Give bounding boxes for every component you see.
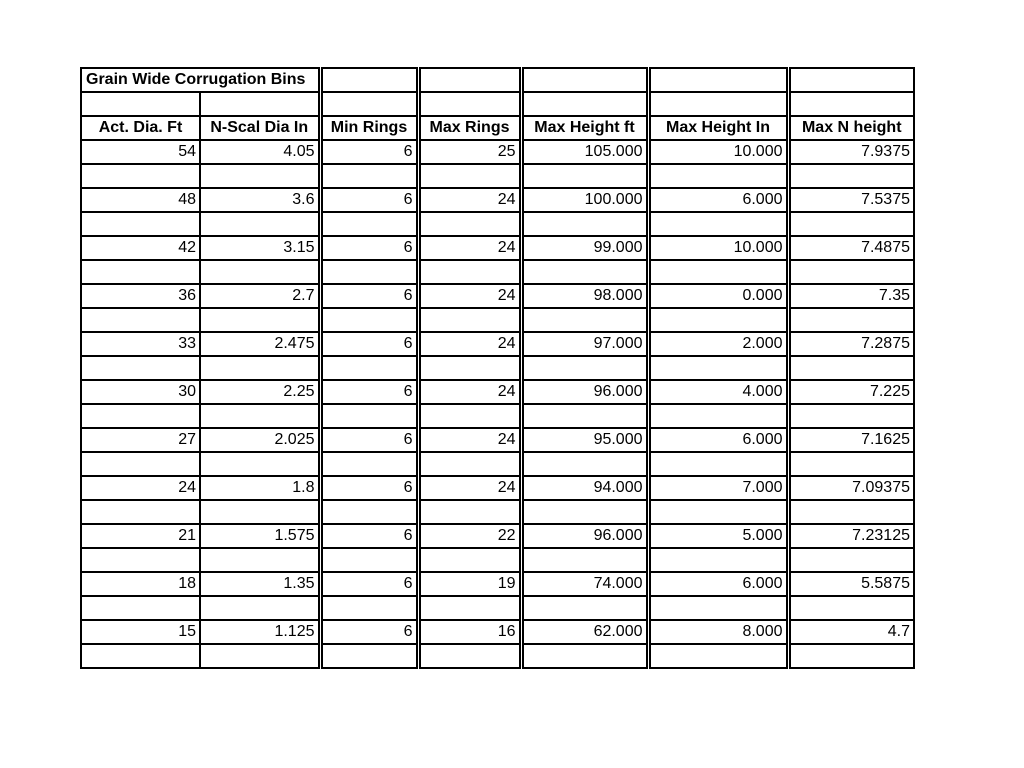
empty-cell [320, 404, 418, 428]
cell-max-height-ft: 96.000 [521, 380, 648, 404]
spacer-row [81, 596, 914, 620]
cell-max-height-in: 6.000 [648, 572, 788, 596]
table-row [81, 476, 914, 500]
cell-act-dia-ft: 36 [81, 284, 200, 308]
cell-min-rings: 6 [320, 332, 418, 356]
empty-cell [418, 644, 521, 668]
empty-cell [418, 404, 521, 428]
cell-max-height-in: 0.000 [648, 284, 788, 308]
header-n-scal-dia-in: N-Scal Dia In [200, 116, 320, 140]
cell-n-scal-dia-in: 3.6 [200, 188, 320, 212]
empty-cell [81, 452, 200, 476]
empty-cell [418, 596, 521, 620]
cell-n-scal-dia-in: 1.35 [200, 572, 320, 596]
cell-act-dia-ft: 18 [81, 572, 200, 596]
spacer-row [81, 644, 914, 668]
cell-max-rings: 24 [418, 332, 521, 356]
empty-cell [320, 212, 418, 236]
empty-cell [200, 404, 320, 428]
empty-cell [418, 164, 521, 188]
empty-cell [648, 500, 788, 524]
cell-max-rings: 24 [418, 188, 521, 212]
cell-max-n-height: 5.5875 [788, 572, 914, 596]
cell-n-scal-dia-in: 3.15 [200, 236, 320, 260]
grain-bins-table [80, 67, 915, 669]
cell-act-dia-ft: 54 [81, 140, 200, 164]
cell-min-rings: 6 [320, 140, 418, 164]
empty-cell [81, 644, 200, 668]
spacer-row [81, 404, 914, 428]
cell-max-height-in: 7.000 [648, 476, 788, 500]
cell-n-scal-dia-in: 1.575 [200, 524, 320, 548]
empty-cell [788, 548, 914, 572]
empty-cell [81, 164, 200, 188]
empty-cell [200, 260, 320, 284]
cell-n-scal-dia-in: 4.05 [200, 140, 320, 164]
cell-act-dia-ft: 27 [81, 428, 200, 452]
empty-cell [521, 644, 648, 668]
empty-cell [788, 356, 914, 380]
empty-cell [418, 212, 521, 236]
empty-cell [418, 500, 521, 524]
cell-min-rings: 6 [320, 476, 418, 500]
empty-cell [521, 404, 648, 428]
cell-act-dia-ft: 48 [81, 188, 200, 212]
spacer-row [81, 212, 914, 236]
cell-max-n-height: 7.5375 [788, 188, 914, 212]
empty-cell [648, 260, 788, 284]
empty-cell [521, 308, 648, 332]
empty-cell [320, 68, 418, 92]
empty-cell [81, 356, 200, 380]
cell-max-height-ft: 96.000 [521, 524, 648, 548]
cell-max-height-ft: 95.000 [521, 428, 648, 452]
empty-cell [648, 596, 788, 620]
cell-max-n-height: 7.23125 [788, 524, 914, 548]
empty-cell [788, 596, 914, 620]
cell-act-dia-ft: 21 [81, 524, 200, 548]
empty-cell [788, 500, 914, 524]
cell-max-n-height: 7.2875 [788, 332, 914, 356]
empty-cell [418, 68, 521, 92]
cell-max-height-ft: 97.000 [521, 332, 648, 356]
empty-cell [200, 596, 320, 620]
table-row [81, 236, 914, 260]
empty-cell [648, 356, 788, 380]
empty-cell [320, 260, 418, 284]
empty-cell [81, 260, 200, 284]
empty-cell [788, 404, 914, 428]
cell-max-rings: 16 [418, 620, 521, 644]
header-max-height-ft: Max Height ft [521, 116, 648, 140]
cell-max-n-height: 4.7 [788, 620, 914, 644]
empty-cell [648, 404, 788, 428]
cell-max-height-ft: 99.000 [521, 236, 648, 260]
cell-max-n-height: 7.4875 [788, 236, 914, 260]
empty-cell [81, 212, 200, 236]
cell-act-dia-ft: 15 [81, 620, 200, 644]
empty-cell [521, 548, 648, 572]
empty-cell [418, 548, 521, 572]
cell-max-rings: 24 [418, 236, 521, 260]
cell-n-scal-dia-in: 2.7 [200, 284, 320, 308]
cell-min-rings: 6 [320, 284, 418, 308]
header-max-height-in: Max Height In [648, 116, 788, 140]
table-row [81, 332, 914, 356]
empty-cell [200, 356, 320, 380]
empty-cell [788, 164, 914, 188]
spacer-row [81, 308, 914, 332]
cell-max-height-ft: 62.000 [521, 620, 648, 644]
cell-act-dia-ft: 33 [81, 332, 200, 356]
cell-max-n-height: 7.225 [788, 380, 914, 404]
cell-max-height-in: 6.000 [648, 428, 788, 452]
table-row [81, 572, 914, 596]
empty-cell [648, 548, 788, 572]
cell-max-rings: 19 [418, 572, 521, 596]
cell-act-dia-ft: 30 [81, 380, 200, 404]
empty-cell [320, 452, 418, 476]
spacer-row [81, 260, 914, 284]
empty-cell [320, 644, 418, 668]
cell-max-height-ft: 74.000 [521, 572, 648, 596]
empty-cell [81, 596, 200, 620]
empty-cell [81, 404, 200, 428]
table-row [81, 140, 914, 164]
header-max-n-height: Max N height [788, 116, 914, 140]
header-max-rings: Max Rings [418, 116, 521, 140]
cell-max-rings: 24 [418, 284, 521, 308]
empty-cell [788, 260, 914, 284]
empty-cell [788, 644, 914, 668]
cell-act-dia-ft: 42 [81, 236, 200, 260]
empty-cell [648, 452, 788, 476]
cell-max-n-height: 7.9375 [788, 140, 914, 164]
cell-act-dia-ft: 24 [81, 476, 200, 500]
cell-max-rings: 24 [418, 476, 521, 500]
empty-cell [648, 164, 788, 188]
empty-cell [521, 596, 648, 620]
table-title: Grain Wide Corrugation Bins [81, 68, 320, 92]
empty-cell [521, 452, 648, 476]
table-row [81, 428, 914, 452]
table-row [81, 380, 914, 404]
empty-cell [200, 452, 320, 476]
cell-n-scal-dia-in: 2.475 [200, 332, 320, 356]
header-min-rings: Min Rings [320, 116, 418, 140]
cell-max-height-in: 8.000 [648, 620, 788, 644]
spacer-row [81, 164, 914, 188]
cell-min-rings: 6 [320, 188, 418, 212]
cell-max-height-ft: 105.000 [521, 140, 648, 164]
spacer-row [81, 92, 914, 116]
cell-max-rings: 22 [418, 524, 521, 548]
cell-n-scal-dia-in: 2.25 [200, 380, 320, 404]
cell-n-scal-dia-in: 2.025 [200, 428, 320, 452]
cell-min-rings: 6 [320, 620, 418, 644]
cell-max-height-in: 10.000 [648, 236, 788, 260]
empty-cell [200, 548, 320, 572]
cell-min-rings: 6 [320, 236, 418, 260]
empty-cell [320, 356, 418, 380]
empty-cell [320, 308, 418, 332]
empty-cell [320, 164, 418, 188]
spacer-row [81, 356, 914, 380]
cell-min-rings: 6 [320, 380, 418, 404]
empty-cell [200, 644, 320, 668]
cell-max-height-ft: 100.000 [521, 188, 648, 212]
cell-min-rings: 6 [320, 428, 418, 452]
cell-max-n-height: 7.35 [788, 284, 914, 308]
table-row [81, 524, 914, 548]
cell-max-height-in: 4.000 [648, 380, 788, 404]
cell-max-height-in: 10.000 [648, 140, 788, 164]
empty-cell [200, 164, 320, 188]
table-row [81, 620, 914, 644]
cell-min-rings: 6 [320, 572, 418, 596]
header-act-dia-ft: Act. Dia. Ft [81, 116, 200, 140]
cell-min-rings: 6 [320, 524, 418, 548]
cell-max-rings: 25 [418, 140, 521, 164]
cell-max-n-height: 7.1625 [788, 428, 914, 452]
spacer-row [81, 452, 914, 476]
empty-cell [521, 356, 648, 380]
cell-max-height-in: 2.000 [648, 332, 788, 356]
empty-cell [788, 308, 914, 332]
spacer-row [81, 500, 914, 524]
empty-cell [648, 68, 788, 92]
spacer-row [81, 548, 914, 572]
empty-cell [648, 308, 788, 332]
empty-cell [648, 644, 788, 668]
cell-max-height-ft: 94.000 [521, 476, 648, 500]
empty-cell [418, 308, 521, 332]
empty-cell [320, 500, 418, 524]
empty-cell [200, 212, 320, 236]
cell-max-rings: 24 [418, 380, 521, 404]
empty-cell [320, 548, 418, 572]
empty-cell [521, 500, 648, 524]
empty-cell [418, 260, 521, 284]
title-row [81, 68, 914, 92]
cell-max-height-in: 5.000 [648, 524, 788, 548]
empty-cell [200, 500, 320, 524]
table-row [81, 284, 914, 308]
cell-max-rings: 24 [418, 428, 521, 452]
cell-n-scal-dia-in: 1.8 [200, 476, 320, 500]
empty-cell [521, 68, 648, 92]
empty-cell [521, 164, 648, 188]
empty-cell [521, 260, 648, 284]
header-row [81, 116, 914, 140]
empty-cell [81, 548, 200, 572]
empty-cell [521, 212, 648, 236]
empty-cell [648, 212, 788, 236]
empty-cell [418, 356, 521, 380]
empty-cell [320, 596, 418, 620]
table-row [81, 188, 914, 212]
empty-cell [418, 452, 521, 476]
empty-cell [81, 308, 200, 332]
empty-cell [788, 68, 914, 92]
empty-cell [200, 308, 320, 332]
cell-max-height-ft: 98.000 [521, 284, 648, 308]
empty-cell [81, 500, 200, 524]
cell-n-scal-dia-in: 1.125 [200, 620, 320, 644]
empty-cell [788, 452, 914, 476]
cell-max-n-height: 7.09375 [788, 476, 914, 500]
empty-cell [788, 212, 914, 236]
cell-max-height-in: 6.000 [648, 188, 788, 212]
